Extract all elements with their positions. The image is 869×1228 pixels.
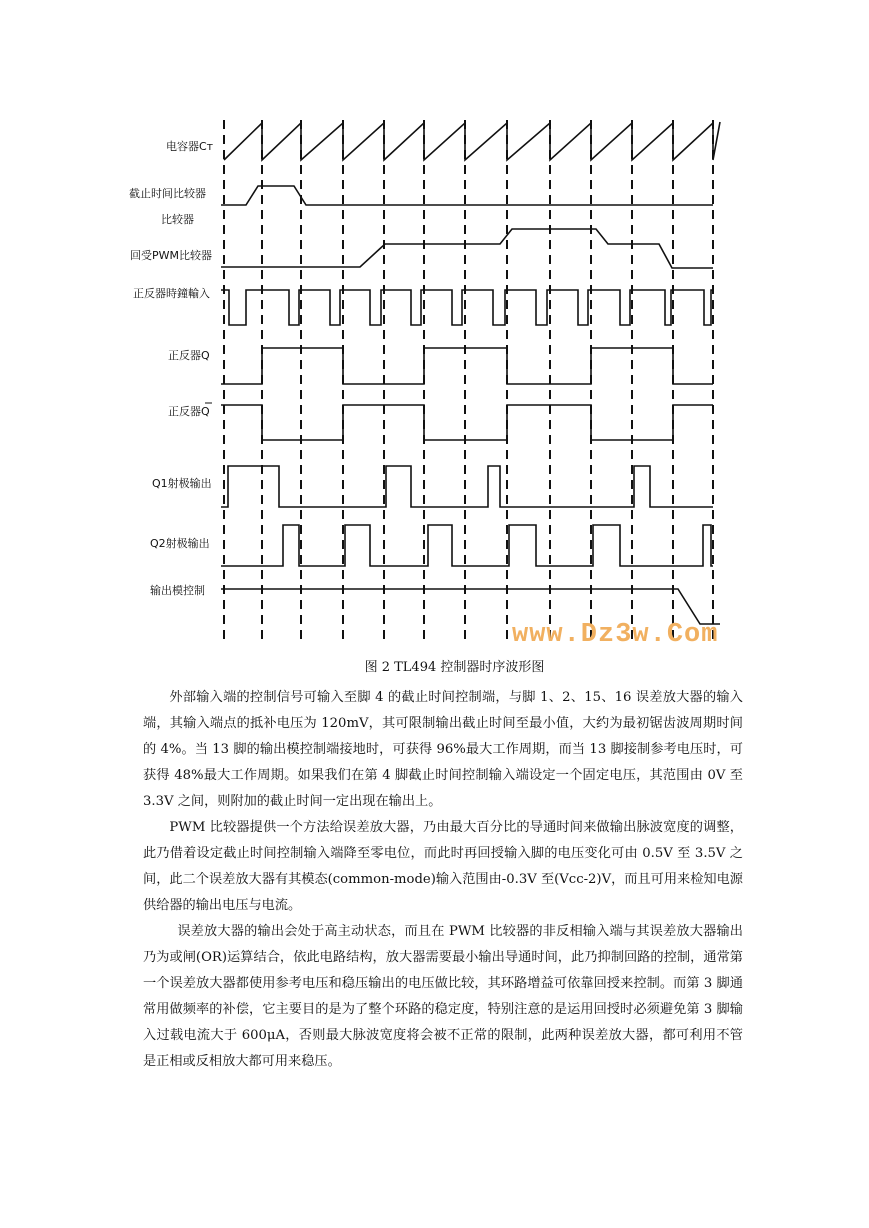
signal-labels (129, 139, 214, 597)
paragraph: PWM 比较器提供一个方法给误差放大器，乃由最大百分比的导通时间来做输出脉波宽度的调整，此乃借着设定截止时间控制输入端降至零电位，而此时再回授输入脚的电压变化可由 0.5V 至 3.5V 之间，此二个误差放大器有其模态(common-mode)输入范围由-0.3V 至(Vcc-2)V，而且可用来检知电源供给器的输出电压与电流。 (143, 820, 743, 913)
output-control-waveform (221, 589, 720, 624)
sawtooth-waveform (224, 122, 720, 160)
waveforms (221, 122, 720, 624)
signal-label-qbar: 正反器Q (168, 405, 210, 418)
signal-label-outctrl: 输出模控制 (150, 584, 205, 597)
signal-label-deadtime: 截止时间比较器 (129, 187, 206, 200)
body-text (143, 685, 743, 1075)
signal-label-q: 正反器Q (168, 349, 210, 362)
signal-label-q2: Q2射极输出 (150, 537, 210, 550)
q2-waveform (221, 525, 713, 566)
signal-label-q1: Q1射极输出 (152, 477, 212, 490)
figure-caption: 图 2 TL494 控制器时序波形图 (364, 660, 545, 675)
signal-label-pwm: 回受PWM比较器 (130, 249, 213, 262)
q1-waveform (221, 466, 713, 507)
qbar-waveform (221, 405, 713, 440)
signal-label-comparator: 比较器 (161, 213, 194, 226)
clock-dashed-lines (224, 120, 713, 640)
watermark: www.Dz3w.Com (512, 620, 719, 650)
clock-waveform (221, 290, 713, 325)
q-waveform (221, 348, 713, 384)
signal-label-ct: 电容器Cт (166, 140, 214, 153)
paragraph: 外部输入端的控制信号可输入至脚 4 的截止时间控制端，与脚 1、2、15、16 误差放大器的输入端，其输入端点的抵补电压为 120mV，其可限制输出截止时间至最小值，大约为最初锯齿波周期时间的 4%。当 13 脚的输出模控制端接地时，可获得 96%最大工作周期，而当 13 脚接制参考电压时，可获得 48%最大工作周期。如果我们在第 4 脚截止时间控制输入端设定一个固定电压，其范围由 0V 至 3.3V 之间，则附加的截止时间一定出现在输出上。 (143, 690, 743, 809)
deadtime-waveform (221, 186, 713, 205)
signal-label-clock: 正反器時鐘輸入 (133, 287, 210, 300)
pwm-waveform (221, 229, 713, 268)
paragraph: 误差放大器的输出会处于高主动状态，而且在 PWM 比较器的非反相输入端与其误差放大器输出乃为或闸(OR)运算结合，依此电路结构，放大器需要最小输出导通时间，此乃抑制回路的控制，通常第一个误差放大器都使用参考电压和稳压输出的电压做比较，其环路增益可依靠回授来控制。而第 3 脚通常用做频率的补偿，它主要目的是为了整个环路的稳定度，特别注意的是运用回授时必须避免第 3 脚输入过载电流大于 600μA，否则最大脉波宽度将会被不正常的限制，此两种误差放大器，都可利用不管是正相或反相放大都可用来稳压。 (143, 924, 743, 1069)
